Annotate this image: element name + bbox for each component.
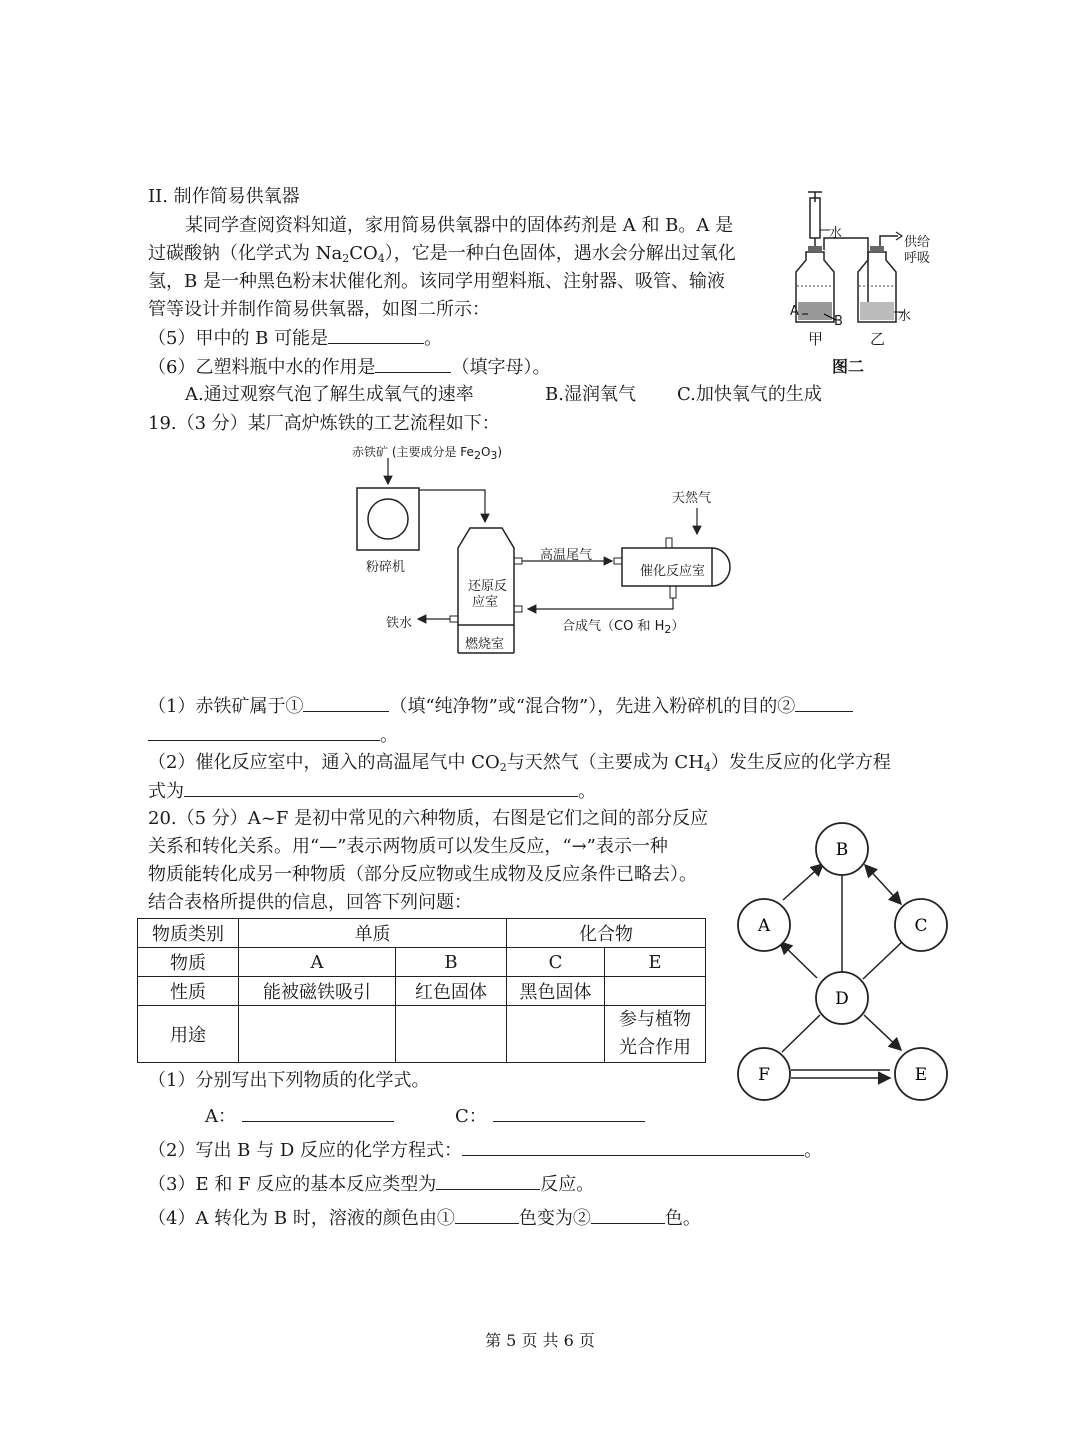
use-c <box>507 1006 605 1063</box>
label-a: A <box>790 304 799 319</box>
answer-blank[interactable] <box>148 722 380 741</box>
header-compound: 化合物 <box>507 919 706 948</box>
answer-blank[interactable] <box>375 354 451 373</box>
supply-label: 供给 <box>904 235 931 250</box>
question-6: （6）乙塑料瓶中水的作用是 （填字母）。 <box>148 354 550 381</box>
node-d-label: D <box>835 989 849 1009</box>
answer-blank[interactable] <box>436 1171 540 1190</box>
cell-a: A <box>239 948 396 977</box>
answer-a-row: A： <box>205 1103 394 1130</box>
property-b: 红色固体 <box>396 977 507 1006</box>
paragraph-line: 管等设计并制作简易供氧器，如图二所示： <box>148 299 490 320</box>
ore-label: 赤铁矿 (主要成分是 $Fe_2O_3$) <box>352 445 503 462</box>
question-20-4: （4）A 转化为 B 时，溶液的颜色由① 色变为② 色。 <box>148 1205 701 1232</box>
question-20-2: （2）写出 B 与 D 反应的化学方程式： 。 <box>148 1137 822 1164</box>
question-19-1: （1）赤铁矿属于① （填“纯净物”或“混合物”），先进入粉碎机的目的② <box>148 693 853 720</box>
answer-blank[interactable] <box>591 1205 665 1224</box>
question-19-2: （2）催化反应室中，通入的高温尾气中 $CO_2$与天然气（主要成为 $CH_4$）发生反应的化学方程 <box>148 752 891 774</box>
page-footer: 第 5 页 共 6 页 <box>485 1331 595 1350</box>
property-a: 能被磁铁吸引 <box>239 977 396 1006</box>
question-5: （5）甲中的 B 可能是 。 <box>148 325 442 352</box>
paragraph-line: 氢，B 是一种黑色粉末状催化剂。该同学用塑料瓶、注射器、吸管、输液 <box>148 271 725 292</box>
use-b <box>396 1006 507 1063</box>
node-b-label: B <box>835 840 849 860</box>
row-label-property: 性质 <box>138 977 239 1006</box>
row-label-use: 用途 <box>138 1006 239 1063</box>
oxygen-supply-apparatus-figure <box>780 190 950 380</box>
syngas-label: 合成气（CO 和 $H_2$） <box>562 619 685 636</box>
answer-c-row: C： <box>455 1103 645 1130</box>
question-20-1: （1）分别写出下列物质的化学式。 <box>148 1070 430 1091</box>
question-20-line: 结合表格所提供的信息，回答下列问题： <box>148 892 472 913</box>
cell-e: E <box>605 948 706 977</box>
question-19-1-cont: 。 <box>148 722 398 749</box>
reduction-chamber-label: 还原反 <box>468 579 508 594</box>
node-f-label: F <box>758 1065 770 1085</box>
bottle-yi-label: 乙 <box>870 330 886 348</box>
option-c: C.加快氧气的生成 <box>677 384 822 405</box>
node-c-label: C <box>914 916 928 936</box>
answer-blank[interactable] <box>328 325 424 344</box>
combustion-chamber-label: 燃烧室 <box>465 637 505 652</box>
figure-caption: 图二 <box>832 357 865 376</box>
label-b: B <box>834 314 843 329</box>
question-19-2-cont: 式为 。 <box>148 778 596 805</box>
paragraph-line: 某同学查阅资料知道，家用简易供氧器中的固体药剂是 A 和 B。A 是 <box>185 215 734 236</box>
question-20-line: 物质能转化成另一种物质（部分反应物或生成物及反应条件已略去）。 <box>148 864 697 885</box>
molten-iron-label: 铁水 <box>386 616 413 631</box>
crusher-label: 粉碎机 <box>366 560 406 575</box>
water-label: 水 <box>829 226 843 241</box>
paragraph-line: 过碳酸钠（化学式为 $Na_2CO_4$），它是一种白色固体，遇水会分解出过氧化 <box>148 243 736 265</box>
natural-gas-label: 天然气 <box>672 491 712 506</box>
answer-blank[interactable] <box>184 778 578 797</box>
substance-table <box>137 918 706 1063</box>
header-category: 物质类别 <box>138 919 239 948</box>
question-20-3: （3）E 和 F 反应的基本反应类型为 反应。 <box>148 1171 594 1198</box>
property-c: 黑色固体 <box>507 977 605 1006</box>
option-b: B.湿润氧气 <box>545 384 636 405</box>
section-heading: II. 制作简易供氧器 <box>148 186 300 207</box>
water-label-right: 水 <box>898 309 912 324</box>
breathe-label: 呼吸 <box>904 251 931 266</box>
substance-relation-graph <box>730 812 960 1112</box>
reduction-chamber-label-2: 应室 <box>472 595 499 610</box>
node-e-label: E <box>914 1065 928 1085</box>
cell-b: B <box>396 948 507 977</box>
answer-blank[interactable] <box>462 1137 804 1156</box>
answer-blank[interactable] <box>242 1103 394 1122</box>
answer-blank[interactable] <box>493 1103 645 1122</box>
use-e: 参与植物 光合作用 <box>605 1006 706 1063</box>
answer-blank[interactable] <box>455 1205 519 1224</box>
question-20-line: 20.（5 分）A~F 是初中常见的六种物质，右图是它们之间的部分反应 <box>148 808 709 829</box>
hot-gas-label: 高温尾气 <box>540 548 593 563</box>
cell-c: C <box>507 948 605 977</box>
question-19-title: 19.（3 分）某厂高炉炼铁的工艺流程如下： <box>148 413 500 434</box>
node-a-label: A <box>757 916 771 936</box>
header-element: 单质 <box>239 919 507 948</box>
row-label-substance: 物质 <box>138 948 239 977</box>
option-a: A.通过观察气泡了解生成氧气的速率 <box>185 384 474 405</box>
question-20-line: 关系和转化关系。用“—”表示两物质可以发生反应，“→”表示一种 <box>148 836 668 857</box>
catalytic-chamber-label: 催化反应室 <box>640 564 706 579</box>
property-e <box>605 977 706 1006</box>
use-a <box>239 1006 396 1063</box>
answer-blank[interactable] <box>795 693 853 712</box>
bottle-jia-label: 甲 <box>808 330 824 348</box>
answer-blank[interactable] <box>303 693 389 712</box>
